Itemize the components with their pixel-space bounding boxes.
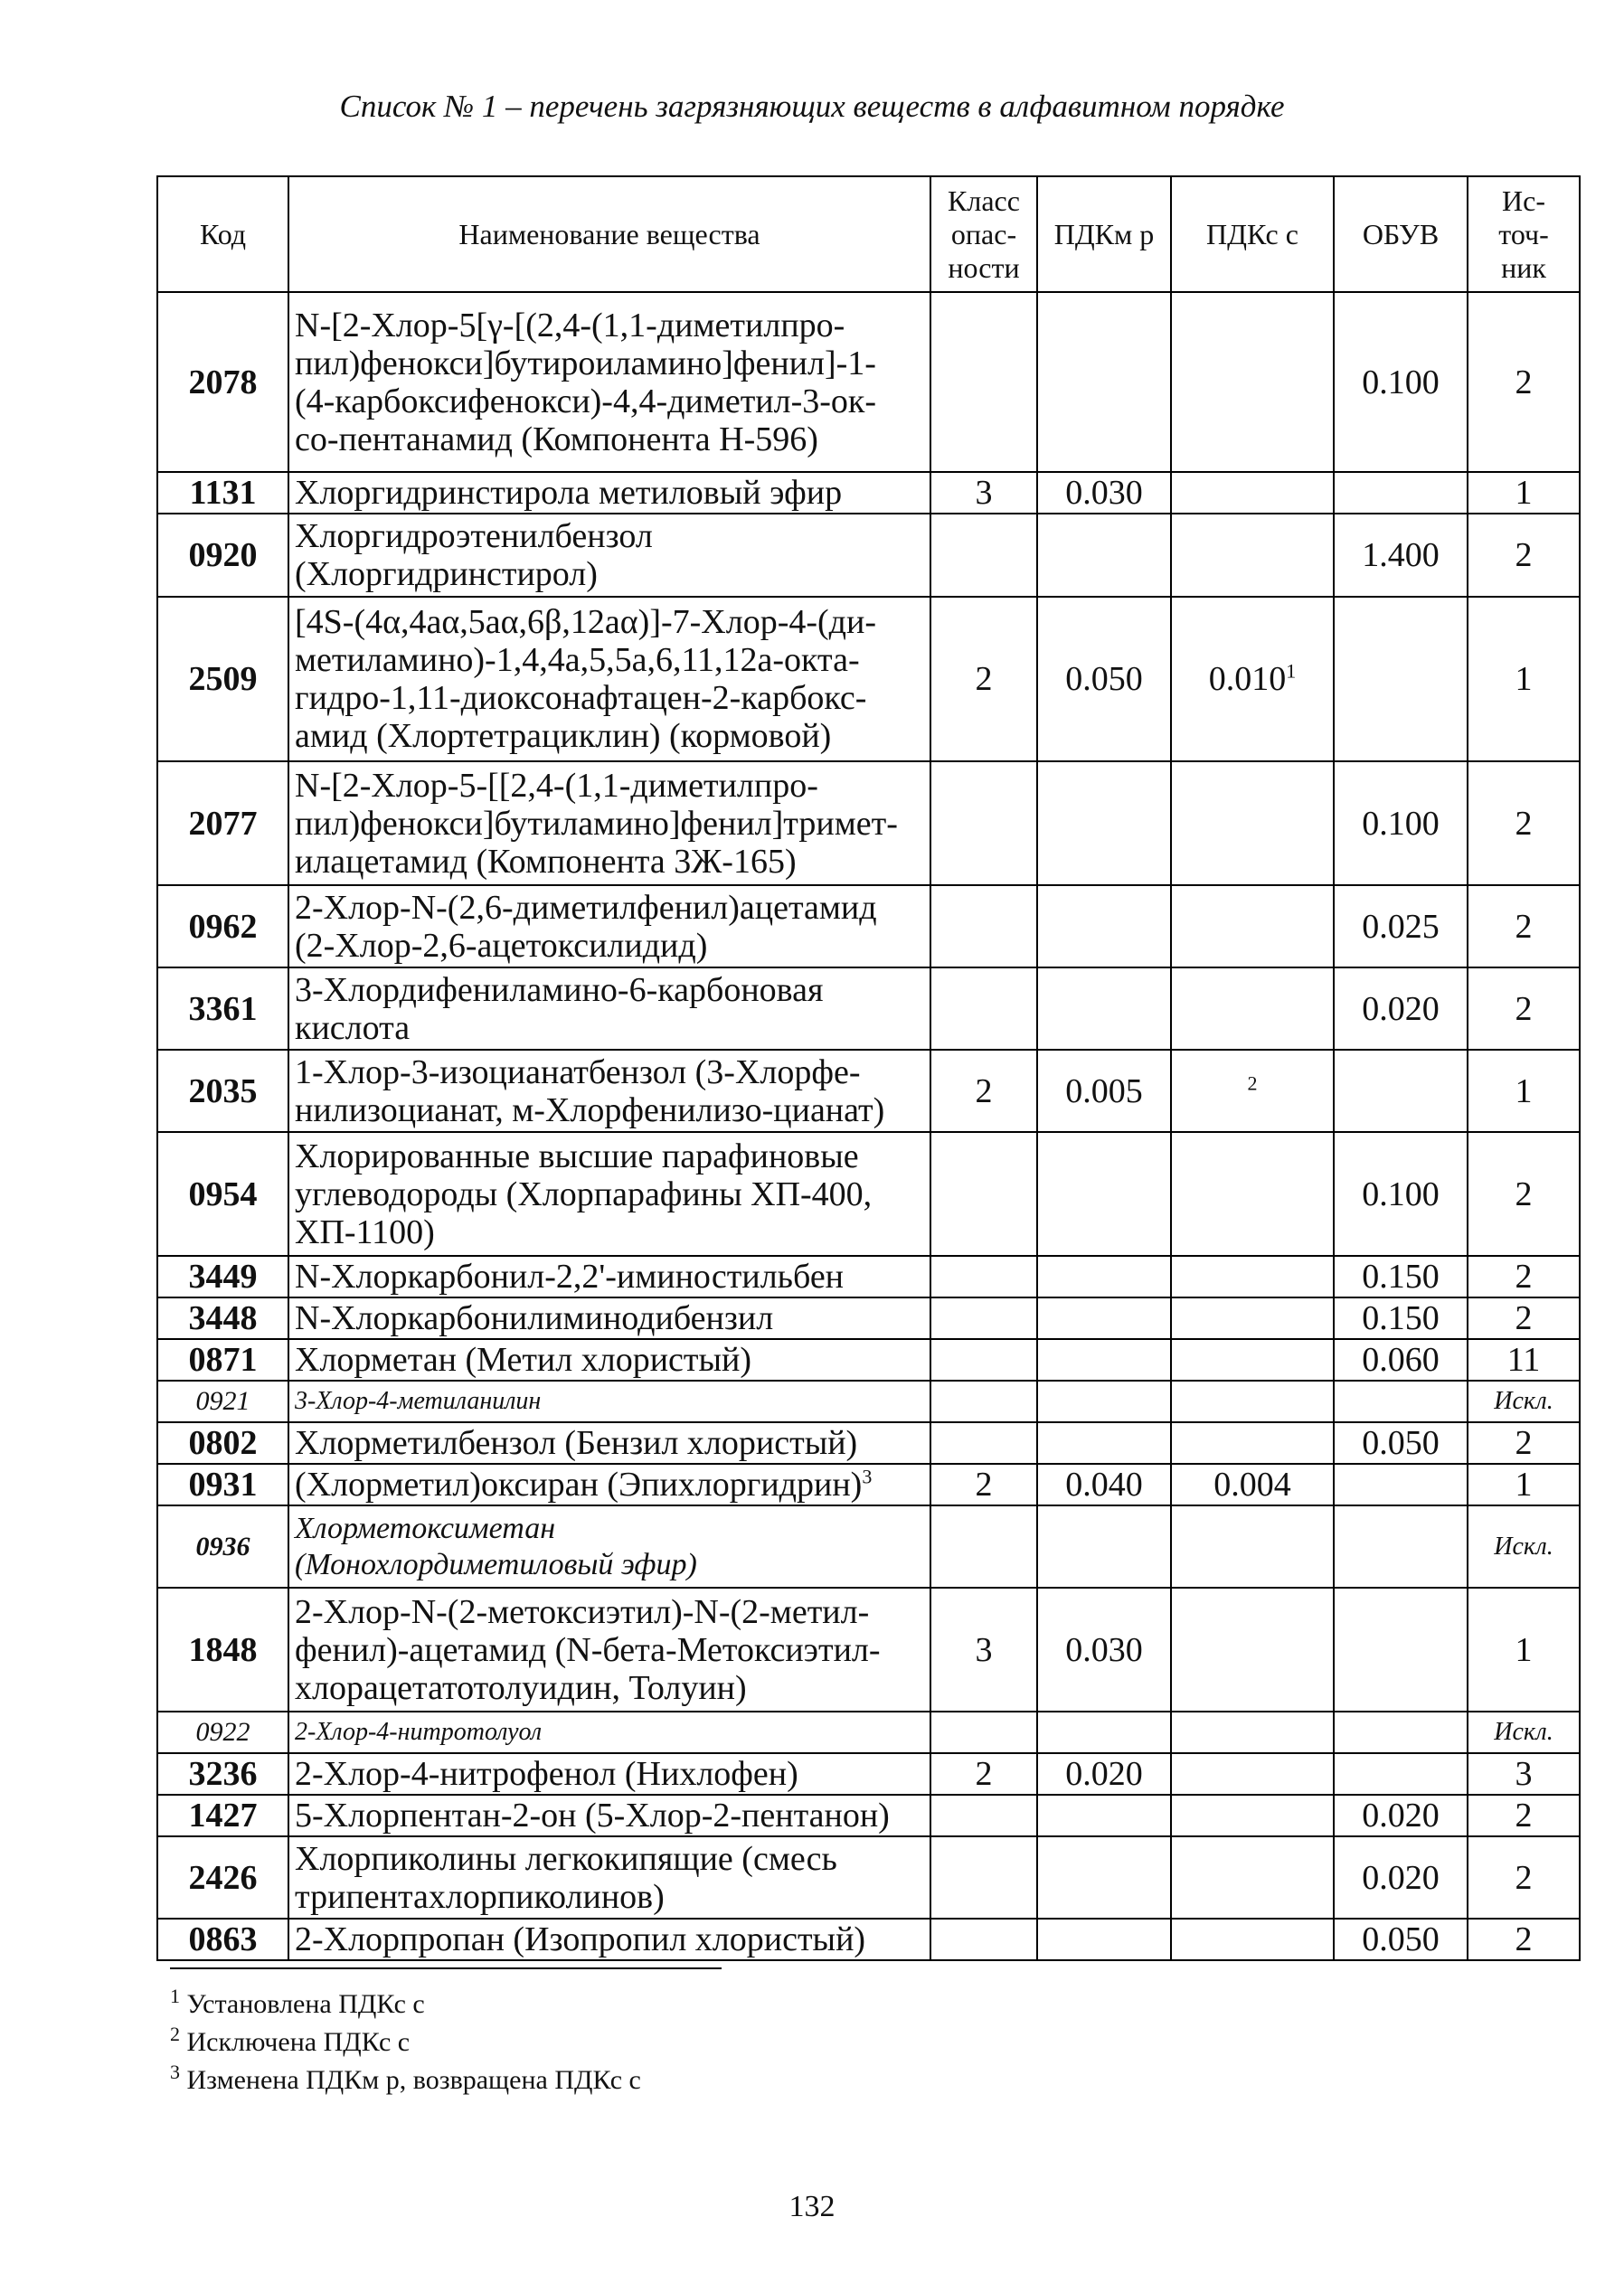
table-row xyxy=(157,885,1580,967)
cell-pdk-mr xyxy=(1037,514,1171,597)
header-danger-class: Класс опас- ности xyxy=(930,176,1037,292)
table-row xyxy=(157,1339,1580,1381)
cell-obuv: 0.020 xyxy=(1334,967,1468,1050)
header-source: Ис- точ- ник xyxy=(1468,176,1580,292)
cell-name xyxy=(288,472,930,514)
cell-source: 2 xyxy=(1468,1422,1580,1464)
footnotes xyxy=(170,1986,641,2099)
cell-obuv: 0.060 xyxy=(1334,1339,1468,1381)
cell-obuv: 0.100 xyxy=(1334,292,1468,472)
cell-code: 0921 xyxy=(157,1381,288,1422)
cell-pdk-mr xyxy=(1037,967,1171,1050)
cell-danger-class: 2 xyxy=(930,1753,1037,1795)
table-row xyxy=(157,1588,1580,1712)
substance-name: 5-Хлорпентан-2-он (5-Хлор-2-пентанон) xyxy=(295,1797,890,1835)
substance-name: 3-Хлордифениламино-6-карбоновая кислота xyxy=(295,970,824,1047)
cell-code: 2035 xyxy=(157,1050,288,1132)
cell-pdk-mr xyxy=(1037,885,1171,967)
footnote xyxy=(170,1986,641,2024)
cell-pdk-ss xyxy=(1171,967,1334,1050)
cell-name xyxy=(288,597,930,761)
cell-code: 0871 xyxy=(157,1339,288,1381)
cell-name xyxy=(288,1505,930,1588)
cell-source: Искл. xyxy=(1468,1505,1580,1588)
cell-source: 2 xyxy=(1468,1795,1580,1836)
cell-pdk-mr xyxy=(1037,1919,1171,1960)
cell-name xyxy=(288,1588,930,1712)
cell-obuv: 0.050 xyxy=(1334,1422,1468,1464)
cell-danger-class xyxy=(930,514,1037,597)
cell-name xyxy=(288,1795,930,1836)
cell-obuv xyxy=(1334,1381,1468,1422)
cell-name xyxy=(288,885,930,967)
cell-source: 2 xyxy=(1468,761,1580,885)
cell-source: Искл. xyxy=(1468,1381,1580,1422)
cell-danger-class xyxy=(930,1132,1037,1256)
cell-obuv xyxy=(1334,1464,1468,1505)
cell-pdk-ss xyxy=(1171,1256,1334,1297)
cell-pdk-ss xyxy=(1171,1132,1334,1256)
table-row xyxy=(157,761,1580,885)
cell-pdk-mr xyxy=(1037,1339,1171,1381)
cell-obuv xyxy=(1334,1050,1468,1132)
cell-source: 2 xyxy=(1468,967,1580,1050)
footnote-text: Установлена ПДКс с xyxy=(186,1989,425,2019)
cell-danger-class xyxy=(930,292,1037,472)
substance-name: (Хлорметил)оксиран (Эпихлоргидрин) xyxy=(295,1466,863,1504)
cell-obuv: 0.150 xyxy=(1334,1256,1468,1297)
cell-obuv xyxy=(1334,1505,1468,1588)
cell-name xyxy=(288,292,930,472)
cell-pdk-ss xyxy=(1171,1464,1334,1505)
cell-pdk-ss xyxy=(1171,514,1334,597)
cell-code: 0863 xyxy=(157,1919,288,1960)
cell-name xyxy=(288,1339,930,1381)
cell-danger-class xyxy=(930,1256,1037,1297)
cell-source: 2 xyxy=(1468,1919,1580,1960)
cell-pdk-ss xyxy=(1171,597,1334,761)
footnote-text: Изменена ПДКм р, возвращена ПДКс с xyxy=(186,2065,641,2095)
cell-pdk-ss xyxy=(1171,472,1334,514)
cell-code: 3361 xyxy=(157,967,288,1050)
page-number: 132 xyxy=(788,2190,836,2223)
cell-code: 0936 xyxy=(157,1505,288,1588)
cell-code: 2078 xyxy=(157,292,288,472)
cell-code: 2426 xyxy=(157,1836,288,1919)
cell-obuv: 0.050 xyxy=(1334,1919,1468,1960)
cell-pdk-ss xyxy=(1171,1712,1334,1753)
substance-name: Хлорметилбензол (Бензил хлористый) xyxy=(295,1424,858,1462)
cell-code: 3449 xyxy=(157,1256,288,1297)
substances-table xyxy=(156,175,1581,1961)
footnote-text: Исключена ПДКс с xyxy=(186,2027,411,2057)
cell-pdk-mr: 0.020 xyxy=(1037,1753,1171,1795)
cell-pdk-mr xyxy=(1037,1297,1171,1339)
cell-obuv: 0.020 xyxy=(1334,1795,1468,1836)
substance-name: N-Хлоркарбонилиминодибензил xyxy=(295,1299,774,1337)
cell-source: 2 xyxy=(1468,885,1580,967)
cell-danger-class xyxy=(930,1836,1037,1919)
cell-source: 1 xyxy=(1468,1050,1580,1132)
cell-obuv xyxy=(1334,1712,1468,1753)
footnote-mark: 1 xyxy=(1286,659,1297,683)
cell-danger-class xyxy=(930,1505,1037,1588)
table-row xyxy=(157,1422,1580,1464)
substance-name: N-[2-Хлор-5-[[2,4-(1,1-диметилпро- пил)фенокси]бутиламино]фенил]тримет- илацетамид (Компонента 3Ж-165) xyxy=(295,766,898,881)
cell-code: 0802 xyxy=(157,1422,288,1464)
cell-source: 11 xyxy=(1468,1339,1580,1381)
cell-danger-class xyxy=(930,1422,1037,1464)
cell-pdk-mr xyxy=(1037,1256,1171,1297)
table-row xyxy=(157,1919,1580,1960)
substance-name: 2-Хлор-4-нитротолуол xyxy=(295,1718,543,1746)
table-row xyxy=(157,1505,1580,1588)
substance-name: 3-Хлор-4-метиланилин xyxy=(295,1387,542,1415)
footnote xyxy=(170,2024,641,2061)
cell-name xyxy=(288,1050,930,1132)
cell-danger-class: 3 xyxy=(930,472,1037,514)
cell-name xyxy=(288,967,930,1050)
cell-obuv: 1.400 xyxy=(1334,514,1468,597)
cell-source: 1 xyxy=(1468,597,1580,761)
cell-code: 0931 xyxy=(157,1464,288,1505)
substance-name: Хлоргидринстирола метиловый эфир xyxy=(295,474,843,512)
cell-danger-class: 2 xyxy=(930,1464,1037,1505)
cell-name xyxy=(288,1712,930,1753)
substance-name: Хлорпиколины легкокипящие (смесь трипентахлорпиколинов) xyxy=(295,1839,837,1916)
table-row xyxy=(157,597,1580,761)
cell-pdk-ss xyxy=(1171,1795,1334,1836)
cell-danger-class xyxy=(930,1795,1037,1836)
page-heading: Список № 1 – перечень загрязняющих веществ в алфавитном порядке xyxy=(339,89,1285,124)
cell-code: 0954 xyxy=(157,1132,288,1256)
cell-pdk-mr xyxy=(1037,292,1171,472)
footnote-mark: 1 xyxy=(170,1985,180,2007)
cell-danger-class xyxy=(930,1712,1037,1753)
cell-pdk-ss xyxy=(1171,1381,1334,1422)
table-row xyxy=(157,472,1580,514)
cell-obuv xyxy=(1334,1753,1468,1795)
substance-name: 1-Хлор-3-изоцианатбензол (3-Хлорфе- нилизоцианат, м-Хлорфенилизо-цианат) xyxy=(295,1052,885,1129)
header-row xyxy=(157,176,1580,292)
cell-source: 3 xyxy=(1468,1753,1580,1795)
cell-pdk-ss xyxy=(1171,885,1334,967)
substance-name: 2-Хлор-N-(2,6-диметилфенил)ацетамид (2-Хлор-2,6-ацетоксилидид) xyxy=(295,888,877,965)
cell-pdk-ss xyxy=(1171,1339,1334,1381)
cell-source: Искл. xyxy=(1468,1712,1580,1753)
cell-source: 1 xyxy=(1468,472,1580,514)
footnote-mark: 2 xyxy=(1247,1071,1258,1094)
table-row xyxy=(157,1753,1580,1795)
footnote-mark: 2 xyxy=(170,2023,180,2045)
table-row xyxy=(157,1836,1580,1919)
cell-pdk-ss xyxy=(1171,1753,1334,1795)
cell-pdk-ss xyxy=(1171,1919,1334,1960)
table-row xyxy=(157,514,1580,597)
cell-pdk-mr xyxy=(1037,1836,1171,1919)
cell-name xyxy=(288,514,930,597)
cell-source: 2 xyxy=(1468,1836,1580,1919)
cell-pdk-ss xyxy=(1171,1836,1334,1919)
cell-pdk-mr xyxy=(1037,1505,1171,1588)
cell-name xyxy=(288,1381,930,1422)
cell-obuv: 0.100 xyxy=(1334,1132,1468,1256)
substance-name: 2-Хлор-4-нитрофенол (Нихлофен) xyxy=(295,1755,798,1793)
cell-obuv: 0.020 xyxy=(1334,1836,1468,1919)
pdk-ss-value: 0.004 xyxy=(1213,1466,1291,1504)
cell-name xyxy=(288,1256,930,1297)
pdk-ss-value: 0.010 xyxy=(1208,660,1287,698)
cell-obuv: 0.150 xyxy=(1334,1297,1468,1339)
cell-code: 3236 xyxy=(157,1753,288,1795)
footnote-mark: 3 xyxy=(862,1465,873,1488)
cell-code: 3448 xyxy=(157,1297,288,1339)
cell-danger-class: 3 xyxy=(930,1588,1037,1712)
cell-source: 2 xyxy=(1468,514,1580,597)
cell-code: 0922 xyxy=(157,1712,288,1753)
substance-name: Хлорметан (Метил хлористый) xyxy=(295,1341,752,1379)
cell-pdk-mr xyxy=(1037,761,1171,885)
substance-name: N-Хлоркарбонил-2,2'-иминостильбен xyxy=(295,1258,845,1296)
cell-code: 0920 xyxy=(157,514,288,597)
cell-name xyxy=(288,1753,930,1795)
substance-name: N-[2-Хлор-5[γ-[(2,4-(1,1-диметилпро- пил)фенокси]бутироиламино]фенил]-1- (4-карбоксифенокси)-4,4-диметил-3-ок- со-пентанамид (Компонента Н-596) xyxy=(295,306,877,458)
table-row xyxy=(157,292,1580,472)
table-row xyxy=(157,1464,1580,1505)
substance-name: Хлорированные высшие парафиновые углеводороды (Хлорпарафины ХП-400, ХП-1100) xyxy=(295,1137,873,1251)
cell-source: 2 xyxy=(1468,1297,1580,1339)
cell-name xyxy=(288,1422,930,1464)
table-row xyxy=(157,1050,1580,1132)
table-row xyxy=(157,1132,1580,1256)
cell-pdk-mr xyxy=(1037,1132,1171,1256)
cell-pdk-ss xyxy=(1171,1588,1334,1712)
substance-name: 2-Хлорпропан (Изопропил хлористый) xyxy=(295,1920,866,1958)
header-name: Наименование вещества xyxy=(288,176,930,292)
cell-code: 1427 xyxy=(157,1795,288,1836)
cell-pdk-mr xyxy=(1037,1712,1171,1753)
cell-name xyxy=(288,1132,930,1256)
footnote-mark: 3 xyxy=(170,2061,180,2083)
cell-source: 2 xyxy=(1468,292,1580,472)
cell-obuv: 0.025 xyxy=(1334,885,1468,967)
cell-code: 2077 xyxy=(157,761,288,885)
cell-pdk-mr: 0.050 xyxy=(1037,597,1171,761)
substance-name: Хлоргидроэтенилбензол (Хлоргидринстирол) xyxy=(295,517,653,593)
cell-danger-class xyxy=(930,967,1037,1050)
cell-name xyxy=(288,1464,930,1505)
cell-pdk-ss xyxy=(1171,1050,1334,1132)
cell-danger-class: 2 xyxy=(930,597,1037,761)
cell-danger-class xyxy=(930,1339,1037,1381)
cell-name xyxy=(288,761,930,885)
cell-source: 2 xyxy=(1468,1256,1580,1297)
header-pdk-ss: ПДКс с xyxy=(1171,176,1334,292)
cell-danger-class xyxy=(930,761,1037,885)
cell-pdk-mr: 0.005 xyxy=(1037,1050,1171,1132)
cell-code: 1848 xyxy=(157,1588,288,1712)
cell-danger-class: 2 xyxy=(930,1050,1037,1132)
cell-danger-class xyxy=(930,1919,1037,1960)
cell-code: 2509 xyxy=(157,597,288,761)
substance-name: 2-Хлор-N-(2-метоксиэтил)-N-(2-метил- фенил)-ацетамид (N-бета-Метоксиэтил- хлорацетатотолуидин, Толуин) xyxy=(295,1592,881,1707)
cell-danger-class xyxy=(930,885,1037,967)
cell-source: 1 xyxy=(1468,1588,1580,1712)
cell-pdk-mr xyxy=(1037,1422,1171,1464)
cell-pdk-mr xyxy=(1037,1795,1171,1836)
table-row xyxy=(157,1795,1580,1836)
cell-name xyxy=(288,1919,930,1960)
table-row xyxy=(157,1297,1580,1339)
cell-pdk-ss xyxy=(1171,1505,1334,1588)
cell-pdk-ss xyxy=(1171,761,1334,885)
cell-pdk-mr xyxy=(1037,1381,1171,1422)
substance-name: [4S-(4α,4aα,5aα,6β,12aα)]-7-Хлор-4-(ди- метиламино)-1,4,4a,5,5a,6,11,12a-окта- гидро-1,11-диоксонафтацен-2-карбокс- амид (Хлортетрациклин) (кормовой) xyxy=(295,603,876,755)
cell-source: 1 xyxy=(1468,1464,1580,1505)
table-row xyxy=(157,1256,1580,1297)
table-row xyxy=(157,967,1580,1050)
cell-code: 0962 xyxy=(157,885,288,967)
substance-name: Хлорметоксиметан (Монохлордиметиловый эфир) xyxy=(295,1511,697,1581)
cell-pdk-mr: 0.040 xyxy=(1037,1464,1171,1505)
cell-obuv xyxy=(1334,597,1468,761)
cell-code: 1131 xyxy=(157,472,288,514)
cell-danger-class xyxy=(930,1381,1037,1422)
header-pdk-mr: ПДКм р xyxy=(1037,176,1171,292)
header-code: Код xyxy=(157,176,288,292)
cell-pdk-mr: 0.030 xyxy=(1037,472,1171,514)
table-row xyxy=(157,1381,1580,1422)
cell-name xyxy=(288,1836,930,1919)
cell-obuv xyxy=(1334,1588,1468,1712)
table-row xyxy=(157,1712,1580,1753)
cell-obuv: 0.100 xyxy=(1334,761,1468,885)
cell-source: 2 xyxy=(1468,1132,1580,1256)
cell-obuv xyxy=(1334,472,1468,514)
header-obuv: ОБУВ xyxy=(1334,176,1468,292)
cell-pdk-ss xyxy=(1171,292,1334,472)
cell-pdk-ss xyxy=(1171,1422,1334,1464)
footnote-divider xyxy=(170,1967,722,1969)
cell-name xyxy=(288,1297,930,1339)
cell-pdk-ss xyxy=(1171,1297,1334,1339)
cell-danger-class xyxy=(930,1297,1037,1339)
footnote xyxy=(170,2061,641,2099)
cell-pdk-mr: 0.030 xyxy=(1037,1588,1171,1712)
